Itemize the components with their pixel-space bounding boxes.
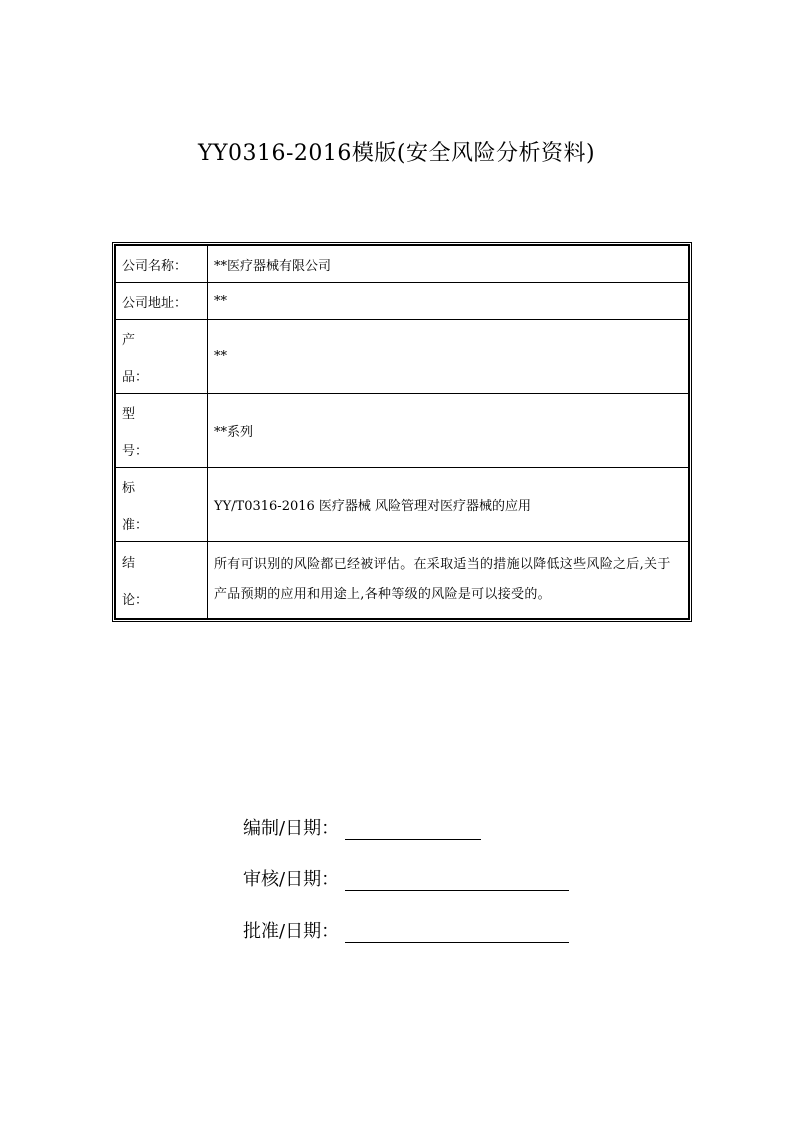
table-row-company-name xyxy=(116,246,689,283)
document-title: YY0316-2016模版(安全风险分析资料) xyxy=(197,141,596,166)
table-row-standard xyxy=(116,468,689,542)
conclusion-value: 所有可识别的风险都已经被评估。在采取适当的措施以降低这些风险之后,关于产品预期的应用和用途上,各种等级的风险是可以接受的。 xyxy=(208,542,689,619)
info-table xyxy=(112,242,692,622)
signature-approved-line[interactable] xyxy=(345,922,569,943)
company-name-value: **医疗器械有限公司 xyxy=(208,246,689,283)
signature-approved xyxy=(243,917,569,943)
product-value: ** xyxy=(208,320,689,394)
model-value: **系列 xyxy=(208,394,689,468)
company-address-value: ** xyxy=(208,283,689,320)
model-label-line2: 号： xyxy=(122,443,149,459)
company-address-label: 公司地址： xyxy=(116,283,208,320)
signature-approved-label: 批准/日期： xyxy=(243,921,340,942)
signature-prepared xyxy=(243,814,481,840)
signature-reviewed-label: 审核/日期： xyxy=(243,869,340,890)
standard-value: YY/T0316-2016 医疗器械 风险管理对医疗器械的应用 xyxy=(208,468,689,542)
conclusion-label-line2: 论： xyxy=(122,593,149,608)
signature-prepared-label: 编制/日期： xyxy=(243,818,340,839)
conclusion-label xyxy=(116,542,208,619)
signature-reviewed-line[interactable] xyxy=(345,870,569,891)
signature-reviewed xyxy=(243,865,569,891)
company-name-label: 公司名称： xyxy=(116,246,208,283)
standard-label xyxy=(116,468,208,542)
product-label-line1: 产 xyxy=(122,332,136,348)
table-row-conclusion xyxy=(116,542,689,619)
table-row-product xyxy=(116,320,689,394)
model-label xyxy=(116,394,208,468)
model-label-line1: 型 xyxy=(122,406,136,422)
conclusion-label-line1: 结 xyxy=(122,556,136,571)
standard-label-line1: 标 xyxy=(122,480,136,496)
table-row-model xyxy=(116,394,689,468)
product-label-line2: 品： xyxy=(122,369,149,385)
table-row-company-address xyxy=(116,283,689,320)
standard-label-line2: 准： xyxy=(122,517,149,533)
product-label xyxy=(116,320,208,394)
signature-prepared-line[interactable] xyxy=(345,819,481,840)
